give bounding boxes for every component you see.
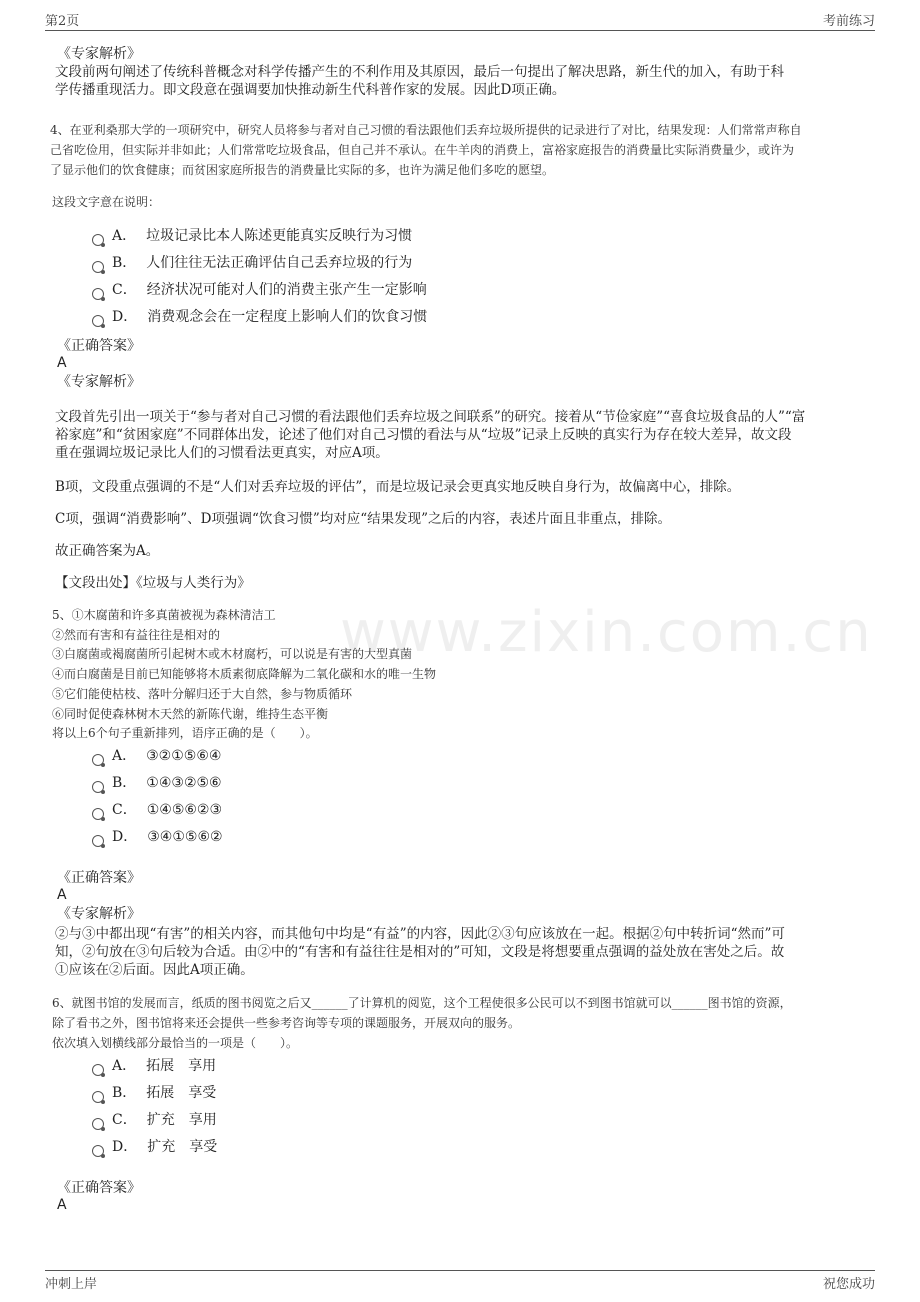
radio-icon[interactable] (92, 781, 104, 793)
q5-analysis-line-3: ①应该在②后面。因此A项正确。 (55, 962, 254, 978)
radio-icon[interactable] (92, 234, 104, 246)
radio-icon[interactable] (92, 261, 104, 273)
q5-sentence-3: ③白腐菌或褐腐菌所引起树木或木材腐朽，可以说是有害的大型真菌 (52, 647, 413, 662)
q5-option-a[interactable]: A． ③②①⑤⑥④ (92, 743, 223, 770)
q6-stem (52, 993, 865, 1053)
q4-stem-line-3: 了显示他们的饮食健康；而贫困家庭所报告的消费量比实际的多，也许为满足他们多吃的愿望。 (50, 163, 555, 177)
q4-source-block (55, 574, 865, 592)
q6-answer-label: 《正确答案》 (57, 1180, 141, 1196)
footer-right: 祝您成功 (822, 1277, 875, 1292)
q5-answer-label: 《正确答案》 (57, 870, 141, 886)
q6-answer-value: A (57, 1197, 67, 1213)
page-number: 第2页 (45, 14, 80, 29)
q4-stem-line-1: 4、在亚利桑那大学的一项研究中，研究人员将参与者对自己习惯的看法跟他们丢弃垃圾所提供的记录进行了对比，结果发现：人们常常声称自 (50, 123, 802, 137)
q6-stem-line-2: 除了看书之外，图书馆将来还会提供一些参考咨询等专项的课题服务，开展双向的服务。 (52, 1016, 521, 1030)
q4-analysis-p4-block (55, 542, 865, 560)
q6-prompt: 依次填入划横线部分最恰当的一项是（ ）。 (52, 1036, 299, 1050)
watermark: www.zixin.com.cn (340, 600, 873, 665)
q4-stem-line-2: 己省吃俭用，但实际并非如此；人们常常吃垃圾食品，但自己并不承认。在牛羊肉的消费上，富裕家庭报告的消费量比实际消费量少，或许为 (50, 143, 795, 157)
footer-left: 冲刺上岸 (45, 1277, 98, 1292)
q4-options (92, 223, 427, 331)
q4-analysis-p2-block (55, 478, 865, 496)
q5-option-b[interactable]: B． ①④③②⑤⑥ (92, 770, 223, 797)
q4-answer-label: 《正确答案》 (57, 338, 141, 354)
q4-analysis-p4: 故正确答案为A。 (55, 543, 160, 559)
q6-options (92, 1053, 217, 1161)
q6-option-b[interactable]: B． 拓展 享受 (92, 1080, 217, 1107)
q4-stem (50, 120, 865, 180)
q5-analysis-label: 《专家解析》 (57, 906, 141, 922)
q4-analysis-p1-line-2: 裕家庭”和“贫困家庭”不同群体出发，论述了他们对自己习惯的看法与从“垃圾”记录上反映的真实行为存在较大差异，故文段 (55, 427, 792, 443)
q5-answer (55, 870, 865, 923)
q4-analysis-p1-line-1: 文段首先引出一项关于“参与者对自己习惯的看法跟他们丢弃垃圾之间联系”的研究。接着从“节俭家庭”“喜食垃圾食品的人”“富 (55, 409, 806, 425)
q3-analysis-line-1: 文段前两句阐述了传统科普概念对科学传播产生的不利作用及其原因，最后一句提出了解决思路，新生代的加入，有助于科 (55, 64, 784, 80)
radio-icon[interactable] (92, 808, 104, 820)
q5-analysis-line-2: 知，②句放在③句后较为合适。由②中的“有害和有益往往是相对的”可知，文段是将想要重点强调的益处放在害处之后。故 (55, 944, 785, 960)
q6-option-d[interactable]: D． 扩充 享受 (92, 1134, 217, 1161)
radio-icon[interactable] (92, 1145, 104, 1157)
q4-option-b[interactable]: B． 人们往往无法正确评估自己丢弃垃圾的行为 (92, 250, 427, 277)
page-footer (45, 1270, 875, 1295)
radio-icon[interactable] (92, 1064, 104, 1076)
q4-prompt: 这段文字意在说明： (52, 195, 161, 209)
q6-answer (55, 1180, 865, 1214)
q6-option-c[interactable]: C． 扩充 享用 (92, 1107, 217, 1134)
q5-options (92, 743, 223, 851)
q4-prompt-block (52, 192, 865, 212)
q5-sentence-1: 5、①木腐菌和许多真菌被视为森林清洁工 (52, 608, 276, 622)
q6-option-a[interactable]: A． 拓展 享用 (92, 1053, 217, 1080)
q3-analysis-line-2: 学传播重现活力。即文段意在强调要加快推动新生代科普作家的发展。因此D项正确。 (55, 82, 566, 98)
header-title: 考前练习 (822, 14, 875, 29)
q5-option-c[interactable]: C． ①④⑤⑥②③ (92, 797, 223, 824)
q5-analysis-line-1: ②与③中都出现“有害”的相关内容，而其他句中均是“有益”的内容，因此②③句应该放在一起。根据②句中转折词“然而”可 (55, 926, 785, 942)
q4-analysis-p3-block (55, 510, 865, 528)
q4-option-a[interactable]: A． 垃圾记录比本人陈述更能真实反映行为习惯 (92, 223, 427, 250)
q4-source: 【文段出处】《垃圾与人类行为》 (55, 575, 251, 591)
radio-icon[interactable] (92, 1118, 104, 1130)
radio-icon[interactable] (92, 1091, 104, 1103)
q5-answer-value: A (57, 887, 67, 903)
q4-analysis-p1-line-3: 重在强调垃圾记录比人们的习惯看法更真实，对应A项。 (55, 445, 389, 461)
q5-sentence-5: ⑤它们能使枯枝、落叶分解归还于大自然，参与物质循环 (52, 686, 353, 701)
q4-analysis (55, 408, 865, 462)
q4-answer (55, 338, 865, 391)
q4-analysis-label: 《专家解析》 (57, 374, 141, 390)
q6-stem-line-1: 6、就图书馆的发展而言，纸质的图书阅览之后又______了计算机的阅览，这个工程使很多公民可以不到图书馆就可以______图书馆的资源， (52, 996, 792, 1010)
q5-sentence-6: ⑥同时促使森林树木天然的新陈代谢，维持生态平衡 (52, 706, 329, 721)
q5-option-d[interactable]: D． ③④①⑤⑥② (92, 824, 223, 851)
q3-analysis (55, 46, 865, 99)
q4-analysis-p3: C项，强调“消费影响”、D项强调“饮食习惯”均对应“结果发现”之后的内容，表述片面且非重点，排除。 (55, 511, 672, 527)
radio-icon[interactable] (92, 315, 104, 327)
q4-analysis-p2: B项，文段重点强调的不是“人们对丢弃垃圾的评估”，而是垃圾记录会更真实地反映自身行为，故偏离中心，排除。 (55, 479, 741, 495)
q4-answer-value: A (57, 355, 67, 371)
radio-icon[interactable] (92, 835, 104, 847)
page-header (45, 10, 875, 31)
q5-sentence-4: ④而白腐菌是目前已知能够将木质素彻底降解为二氧化碳和水的唯一生物 (52, 667, 437, 682)
q5-sentence-2: ②然而有害和有益往往是相对的 (52, 627, 221, 642)
q5-prompt: 将以上6个句子重新排列，语序正确的是（ ）。 (52, 726, 318, 741)
q4-option-d[interactable]: D． 消费观念会在一定程度上影响人们的饮食习惯 (92, 304, 427, 331)
q5-analysis (55, 925, 865, 979)
q4-option-c[interactable]: C． 经济状况可能对人们的消费主张产生一定影响 (92, 277, 427, 304)
radio-icon[interactable] (92, 754, 104, 766)
q5-stem (52, 606, 865, 744)
radio-icon[interactable] (92, 288, 104, 300)
q3-analysis-label: 《专家解析》 (57, 46, 141, 62)
